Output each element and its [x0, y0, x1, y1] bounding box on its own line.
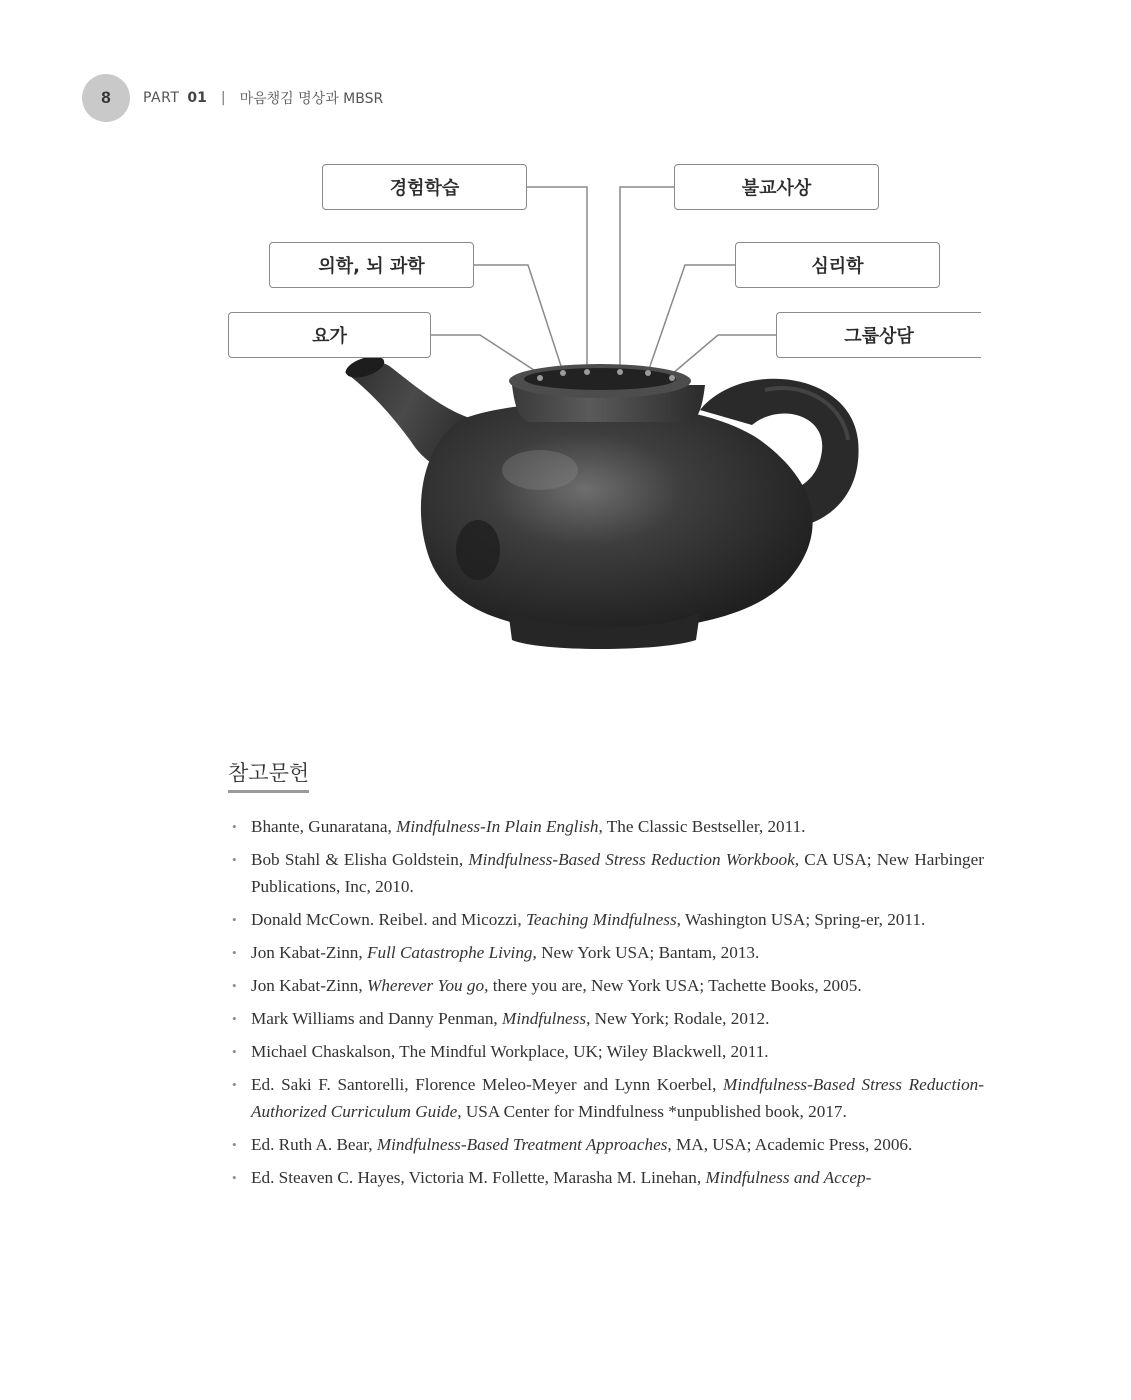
reference-publisher: , New York; Rodale, 2012. — [586, 1009, 770, 1028]
reference-publisher: , USA Center for Mindfulness *unpublished book, 2017. — [457, 1102, 847, 1121]
reference-publisher: , there you are, New York USA; Tachette Books, 2005. — [484, 976, 862, 995]
reference-authors: Michael Chaskalson, The Mindful Workplace, UK; Wiley Blackwell, 2011. — [251, 1042, 769, 1061]
reference-publisher: , MA, USA; Academic Press, 2006. — [667, 1135, 913, 1154]
label-experiential-learning: 경험학습 — [322, 164, 527, 210]
reference-publisher: , New York USA; Bantam, 2013. — [532, 943, 760, 962]
reference-item — [228, 1131, 984, 1158]
chapter-title: 마음챙김 명상과 MBSR — [239, 91, 384, 107]
reference-item — [228, 1005, 984, 1032]
header-separator: | — [220, 90, 226, 106]
reference-title: Mindfulness-Based Stress Reduction Workbook — [468, 850, 795, 869]
reference-authors: Bob Stahl & Elisha Goldstein, — [251, 850, 469, 869]
label-yoga: 요가 — [228, 312, 431, 358]
reference-item — [228, 1038, 984, 1065]
teapot-body — [421, 402, 813, 649]
label-medicine-brain-science: 의학, 뇌 과학 — [269, 242, 474, 288]
reference-item — [228, 972, 984, 999]
reference-authors: Jon Kabat-Zinn, — [251, 943, 367, 962]
reference-title: Mindfulness-Based Stress Reduction-Authorized Curriculum Guide — [251, 1075, 984, 1121]
reference-publisher: , Washington USA; Spring-er, 2011. — [676, 910, 926, 929]
reference-authors: Donald McCown. Reibel. and Micozzi, — [251, 910, 526, 929]
reference-title: Wherever You go — [367, 976, 485, 995]
reference-authors: Bhante, Gunaratana, — [251, 817, 397, 836]
reference-item — [228, 1164, 984, 1191]
label-psychology: 심리학 — [735, 242, 940, 288]
part-label: PART — [143, 90, 180, 106]
reference-item — [228, 939, 984, 966]
reference-authors: Ed. Ruth A. Bear, — [251, 1135, 377, 1154]
references-section — [228, 757, 984, 1197]
reference-title: Mindfulness-In Plain English — [396, 817, 599, 836]
page-number: 8 — [82, 74, 130, 122]
teapot-neck — [509, 364, 705, 422]
reference-item — [228, 846, 984, 900]
reference-authors: Mark Williams and Danny Penman, — [251, 1009, 503, 1028]
reference-item — [228, 906, 984, 933]
reference-authors: Ed. Steaven C. Hayes, Victoria M. Follette, Marasha M. Linehan, — [251, 1168, 706, 1187]
label-buddhist-thought: 불교사상 — [674, 164, 879, 210]
reference-authors: Jon Kabat-Zinn, — [251, 976, 367, 995]
part-number: 01 — [187, 90, 207, 106]
reference-publisher: , CA USA; New Harbinger Publications, Inc, 2010. — [251, 850, 984, 896]
references-list — [228, 813, 984, 1191]
reference-title: Teaching Mindfulness — [525, 910, 677, 929]
reference-title: Mindfulness — [502, 1009, 587, 1028]
reference-title: Mindfulness-Based Treatment Approaches — [376, 1135, 668, 1154]
reference-authors: Ed. Saki F. Santorelli, Florence Meleo-Meyer and Lynn Koerbel, — [251, 1075, 724, 1094]
reference-item — [228, 1071, 984, 1125]
reference-title: Mindfulness and Accep- — [705, 1168, 872, 1187]
label-group-counseling: 그룹상담 — [776, 312, 981, 358]
reference-title: Full Catastrophe Living — [367, 943, 533, 962]
reference-item — [228, 813, 984, 840]
references-title: 참고문헌 — [228, 757, 309, 793]
reference-publisher: , The Classic Bestseller, 2011. — [598, 817, 806, 836]
connector-lines — [431, 187, 776, 374]
